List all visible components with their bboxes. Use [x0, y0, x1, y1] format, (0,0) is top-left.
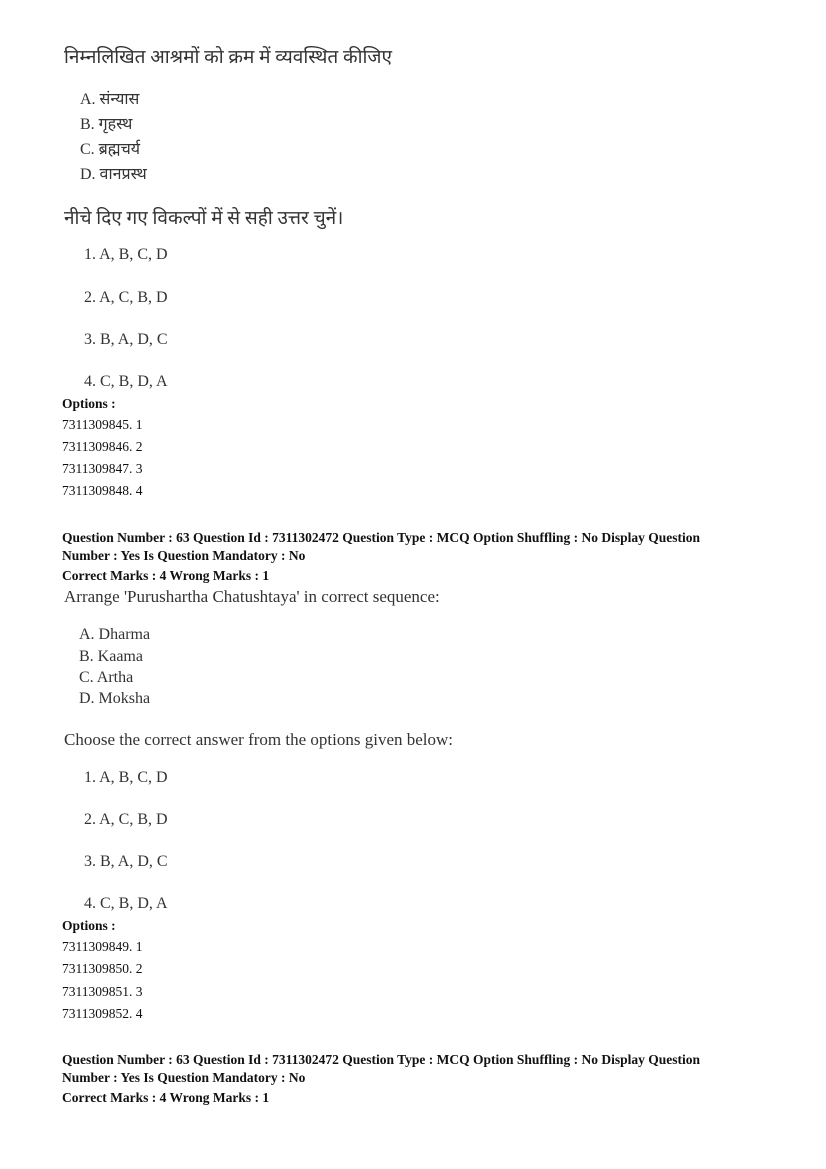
question-item: C. ब्रह्मचर्य	[80, 141, 141, 158]
question-meta: Number : Yes Is Question Mandatory : No	[62, 548, 306, 563]
question-meta: Question Number : 63 Question Id : 7311302472 Question Type : MCQ Option Shuffling : No Display Question	[62, 530, 700, 545]
question-meta: Number : Yes Is Question Mandatory : No	[62, 1070, 306, 1085]
option-id-row: 7311309846. 2	[62, 439, 143, 454]
options-label: Options :	[62, 918, 116, 933]
question-item: A. संन्यास	[80, 91, 140, 108]
question-item: B. गृहस्थ	[80, 116, 133, 133]
question-item: D. वानप्रस्थ	[80, 166, 147, 183]
answer-choice: 3. B, A, D, C	[84, 331, 168, 348]
answer-choice: 1. A, B, C, D	[84, 246, 168, 263]
question-prompt: Arrange 'Purushartha Chatushtaya' in correct sequence:	[64, 587, 440, 606]
question-instruction-hindi: नीचे दिए गए विकल्पों में से सही उत्तर चुनें।	[64, 208, 344, 229]
answer-choice: 1. A, B, C, D	[84, 769, 168, 786]
question-item: A. Dharma	[79, 626, 151, 643]
answer-choice: 4. C, B, D, A	[84, 895, 168, 912]
answer-choice: 2. A, C, B, D	[84, 811, 168, 828]
answer-choice: 2. A, C, B, D	[84, 289, 168, 306]
question-item: C. Artha	[79, 669, 134, 686]
answer-choice: 3. B, A, D, C	[84, 853, 168, 870]
question-item: B. Kaama	[79, 648, 143, 665]
option-id-row: 7311309852. 4	[62, 1006, 143, 1021]
question-prompt-hindi: निम्नलिखित आश्रमों को क्रम में व्यवस्थित कीजिए	[64, 47, 393, 68]
option-id-row: 7311309851. 3	[62, 984, 143, 999]
question-instruction: Choose the correct answer from the options given below:	[64, 730, 454, 749]
marks-line: Correct Marks : 4 Wrong Marks : 1	[62, 568, 270, 583]
answer-choice: 4. C, B, D, A	[84, 373, 168, 390]
marks-line: Correct Marks : 4 Wrong Marks : 1	[62, 1090, 270, 1105]
option-id-row: 7311309845. 1	[62, 417, 143, 432]
question-meta: Question Number : 63 Question Id : 7311302472 Question Type : MCQ Option Shuffling : No Display Question	[62, 1052, 700, 1067]
option-id-row: 7311309848. 4	[62, 483, 143, 498]
option-id-row: 7311309849. 1	[62, 939, 143, 954]
options-label: Options :	[62, 396, 116, 411]
question-item: D. Moksha	[79, 690, 151, 707]
option-id-row: 7311309847. 3	[62, 461, 143, 476]
option-id-row: 7311309850. 2	[62, 961, 143, 976]
